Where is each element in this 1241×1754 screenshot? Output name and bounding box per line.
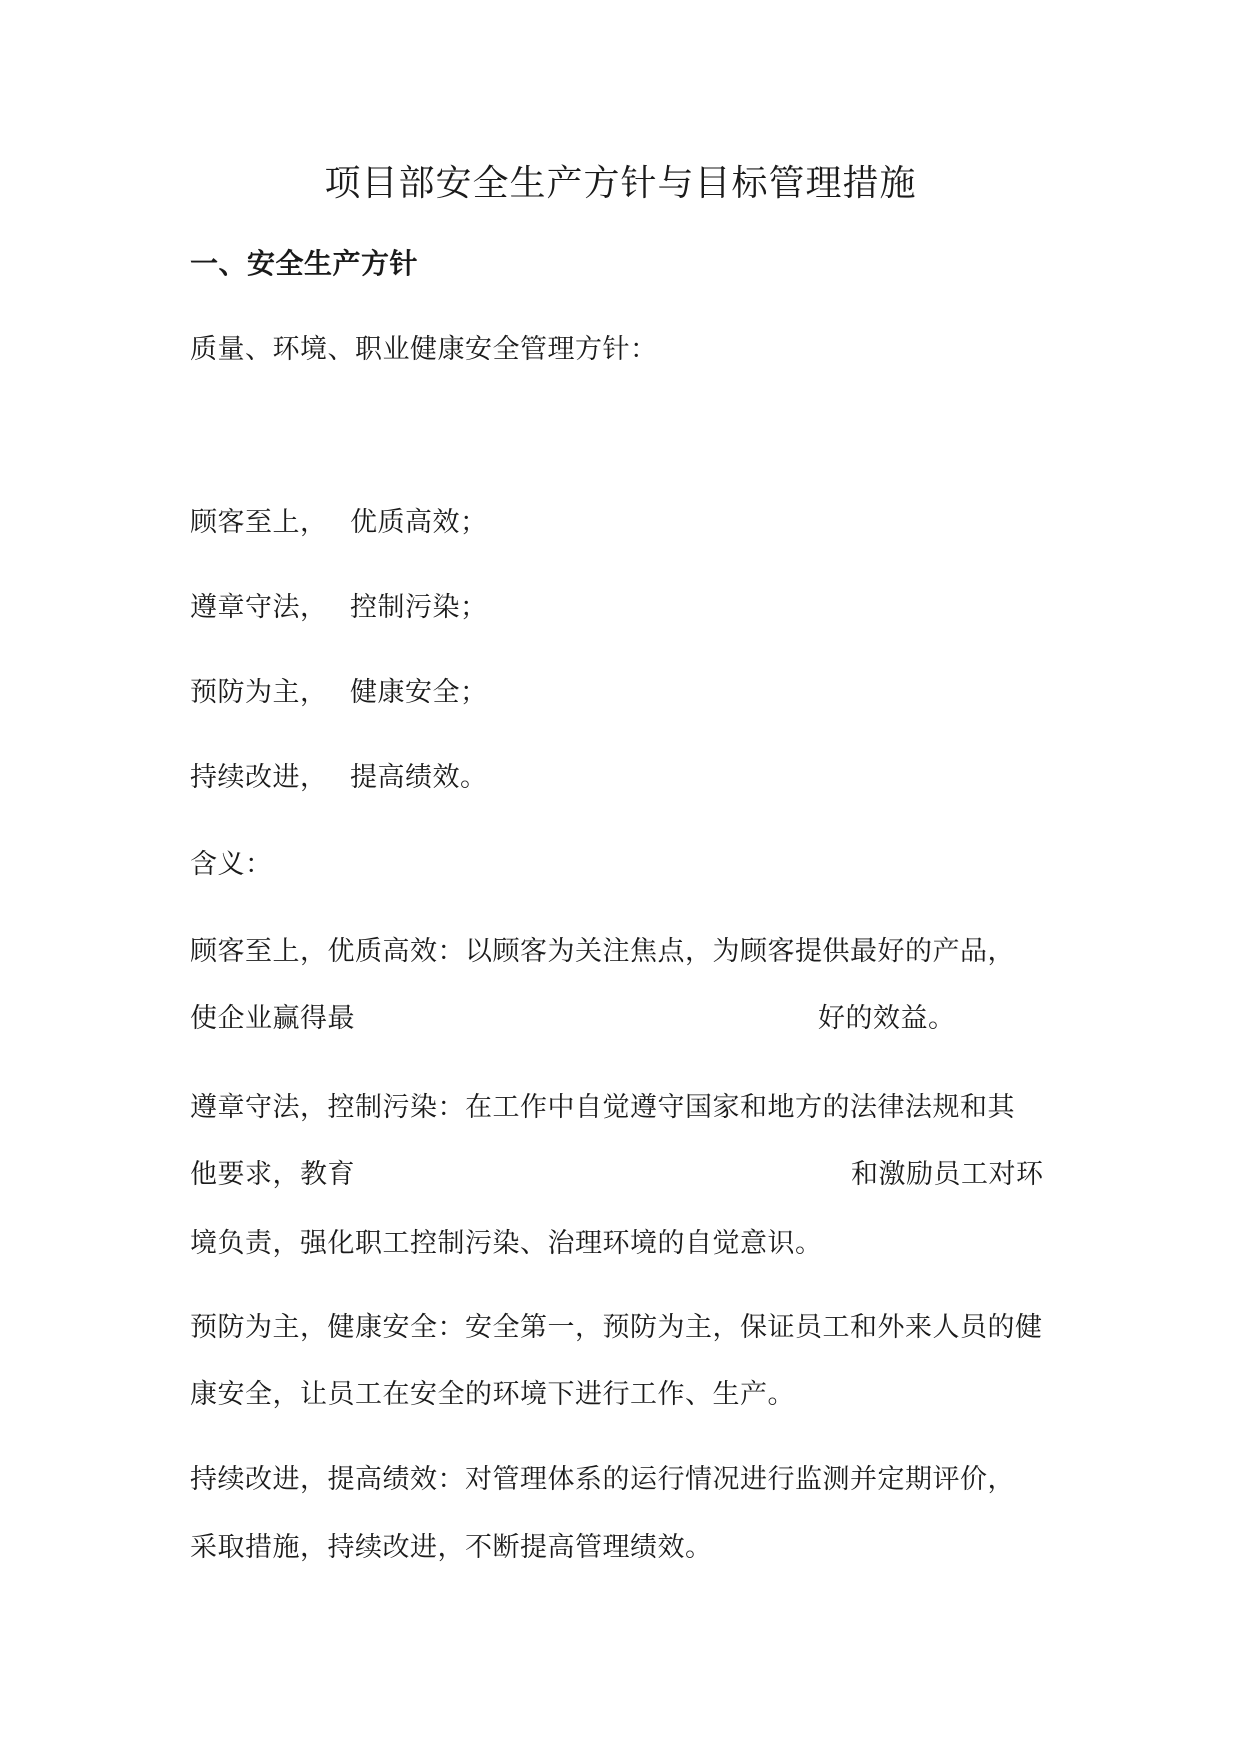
meaning-1-line-2-left: 使企业赢得最 [190,1003,355,1034]
meaning-3-line-2: 康安全，让员工在安全的环境下进行工作、生产。 [190,1379,795,1410]
meaning-2-line-3: 境负责，强化职工控制污染、治理环境的自觉意识。 [190,1228,823,1259]
policy-line-2-a: 遵章守法， [190,592,328,623]
meaning-4-line-2: 采取措施，持续改进，不断提高管理绩效。 [190,1532,713,1563]
policy-line-4 [190,760,488,796]
meaning-2-line-2-left: 他要求，教育 [190,1159,355,1190]
policy-line-1-b: 优质高效； [350,507,488,538]
policy-line-1 [190,505,488,541]
meaning-4-line-1: 持续改进，提高绩效：对管理体系的运行情况进行监测并定期评价， [190,1464,1015,1495]
document-title: 项目部安全生产方针与目标管理措施 [324,163,917,204]
policy-line-2 [190,590,488,626]
meaning-1-line-2-right: 好的效益。 [818,1003,956,1034]
meaning-2-line-2-right: 和激励员工对环 [851,1159,1044,1190]
policy-line-3 [190,675,488,711]
policy-line-3-a: 预防为主， [190,677,328,708]
policy-line-1-a: 顾客至上， [190,507,328,538]
policy-line-2-b: 控制污染； [350,592,488,623]
meaning-1-line-1: 顾客至上，优质高效：以顾客为关注焦点，为顾客提供最好的产品， [190,936,1015,967]
section-heading: 一、安全生产方针 [190,247,419,280]
policy-label: 质量、环境、职业健康安全管理方针： [190,334,658,365]
policy-line-3-b: 健康安全； [350,677,488,708]
meaning-3-line-1: 预防为主，健康安全：安全第一，预防为主，保证员工和外来人员的健 [190,1312,1043,1343]
meaning-2-line-1: 遵章守法，控制污染：在工作中自觉遵守国家和地方的法律法规和其 [190,1092,1015,1123]
policy-line-4-a: 持续改进， [190,762,328,793]
meaning-label: 含义： [190,849,273,880]
policy-line-4-b: 提高绩效。 [350,762,488,793]
